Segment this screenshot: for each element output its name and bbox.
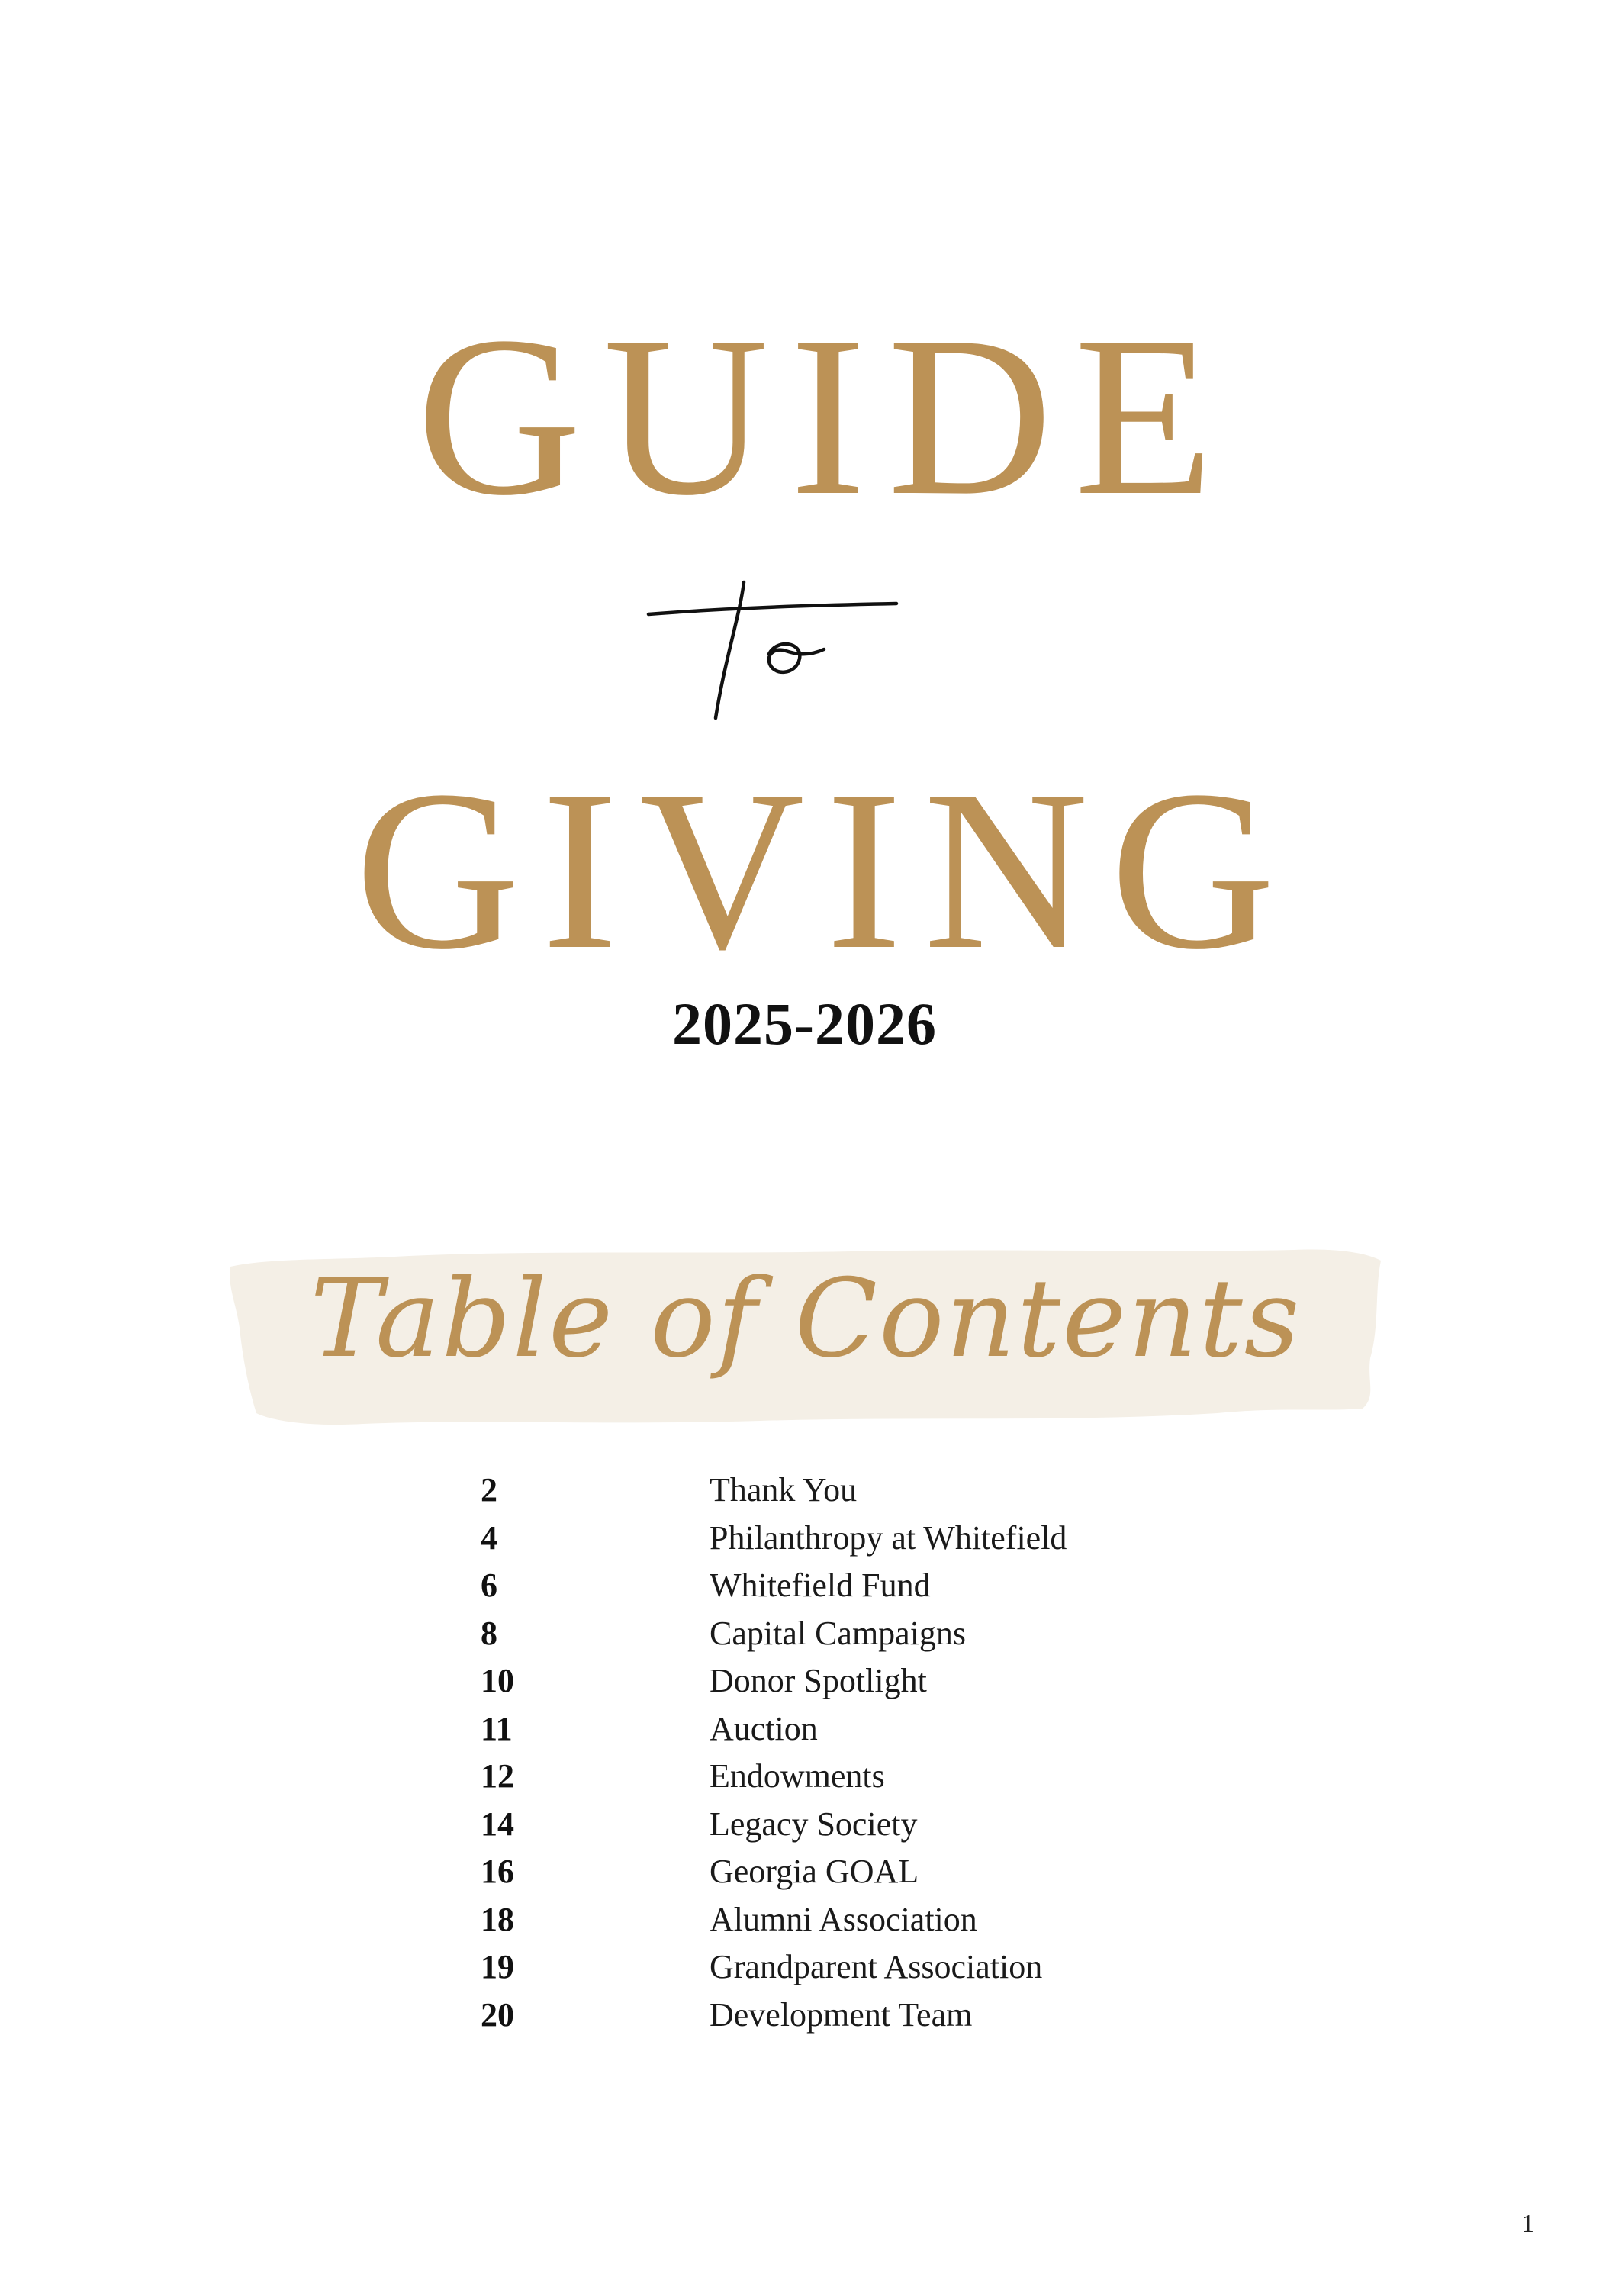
toc-entry-title: Endowments <box>710 1757 885 1795</box>
toc-page-number: 8 <box>481 1614 497 1652</box>
toc-page-number: 6 <box>481 1567 497 1605</box>
toc-entry-title: Capital Campaigns <box>710 1614 967 1652</box>
toc-entry[interactable] <box>481 1705 1320 1753</box>
toc-entry-title: Philanthropy at Whitefield <box>710 1518 1067 1557</box>
toc-page-number: 11 <box>481 1709 513 1747</box>
toc-entry[interactable] <box>481 1753 1320 1801</box>
toc-entry-title: Thank You <box>710 1471 858 1509</box>
toc-entry-title: Development Team <box>710 1995 973 2034</box>
toc-page-number: 16 <box>481 1853 514 1891</box>
page-number: 1 <box>1521 2210 1534 2238</box>
title-guide: GUIDE <box>416 289 1236 543</box>
toc-entry[interactable] <box>481 1562 1320 1610</box>
toc-entry[interactable] <box>481 1848 1320 1896</box>
toc-entry-title: Auction <box>710 1709 818 1747</box>
toc-page-number: 2 <box>481 1471 497 1509</box>
toc-page-number: 4 <box>481 1518 497 1557</box>
toc-entry[interactable] <box>481 1801 1320 1849</box>
toc-entry[interactable] <box>481 1657 1320 1705</box>
toc-entry[interactable] <box>481 1992 1320 2040</box>
toc-page-number: 12 <box>481 1757 514 1795</box>
toc-entry-title: Legacy Society <box>710 1805 918 1843</box>
toc-entry-title: Donor Spotlight <box>710 1662 927 1700</box>
toc-page-number: 10 <box>481 1662 514 1700</box>
title-to-script <box>633 568 908 729</box>
toc-page-number: 19 <box>481 1948 514 1986</box>
year-label: 2025-2026 <box>672 990 937 1057</box>
toc-entry-title: Alumni Association <box>710 1900 977 1938</box>
toc-page-number: 14 <box>481 1805 514 1843</box>
title-giving: GIVING <box>355 743 1297 997</box>
toc-entry[interactable] <box>481 1467 1320 1515</box>
toc-entry[interactable] <box>481 1896 1320 1944</box>
toc-page-number: 20 <box>481 1995 514 2034</box>
toc-entry-title: Georgia GOAL <box>710 1853 919 1891</box>
toc-entry[interactable] <box>481 1610 1320 1658</box>
toc-entry[interactable] <box>481 1515 1320 1563</box>
toc-entry-title: Whitefield Fund <box>710 1567 931 1605</box>
toc-heading: Table of Contents <box>310 1256 1302 1382</box>
toc-list <box>481 1467 1320 2039</box>
toc-entry[interactable] <box>481 1943 1320 1992</box>
toc-page-number: 18 <box>481 1900 514 1938</box>
toc-entry-title: Grandparent Association <box>710 1948 1043 1986</box>
